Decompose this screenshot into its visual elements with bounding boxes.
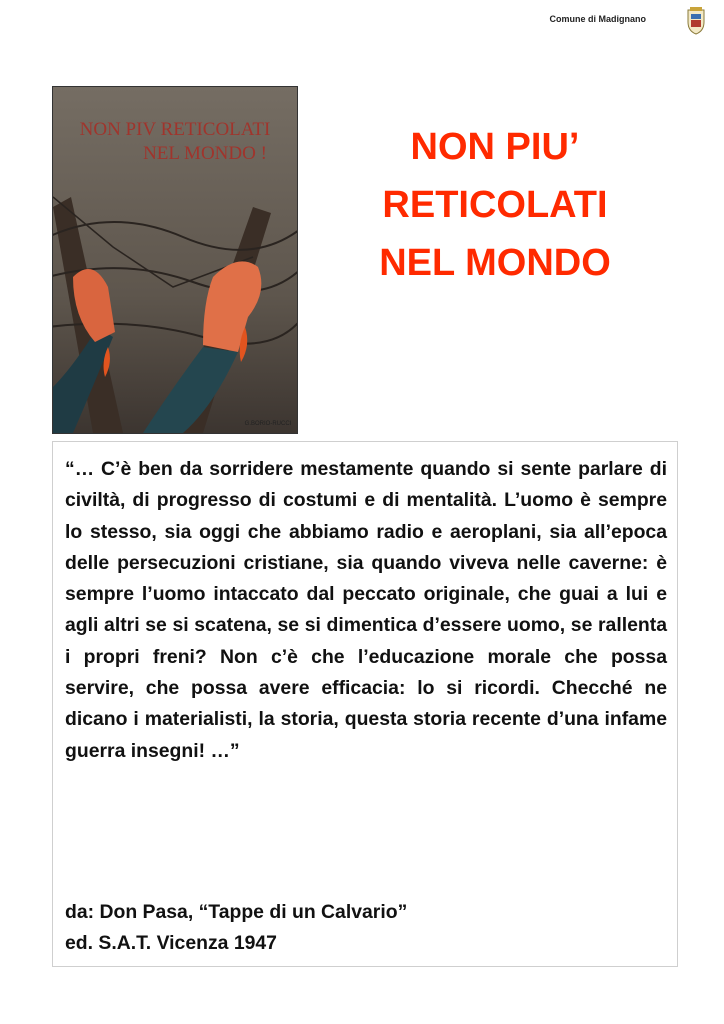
municipality-label: Comune di Madignano [549,14,646,24]
source-line-2: ed. S.A.T. Vicenza 1947 [65,932,277,954]
quote-box [52,441,678,967]
title-line-2: RETICOLATI [382,184,608,226]
poster-line-1: NON PIV RETICOLATI [79,119,271,140]
poster-line-2: NEL MONDO ! [143,143,267,164]
title-line-3: NEL MONDO [379,242,611,284]
page-title [340,118,650,292]
quote-text: “… C’è ben da sorridere mestamente quando si sente parlare di civiltà, di progresso di costumi e di mentalità. L’uomo è sempre lo stesso, sia oggi che abbiamo radio e aeroplani, sia all’epoca delle persecuzioni cristiane, sia quando viveva nelle caverne: è sempre l’uomo intaccato dal peccato originale, che guai a lui e agli altri se si scatena, se si dimentica d’essere uomo, se rallenta i propri freni? Non c’è che l’educazione morale che possa servire, che possa avere efficacia: lo si ricordi. Checché ne dicano i materialisti, la storia, questa storia recente d’una infame guerra insegni! …” [65,458,667,762]
title-line-1: NON PIU’ [410,126,580,168]
quote-source [65,897,407,959]
poster-signature: G.BORIO-RUCCI [244,421,292,427]
source-line-1: da: Don Pasa, “Tappe di un Calvario” [65,901,408,923]
crest-icon [684,6,708,36]
poster-image [52,86,298,434]
